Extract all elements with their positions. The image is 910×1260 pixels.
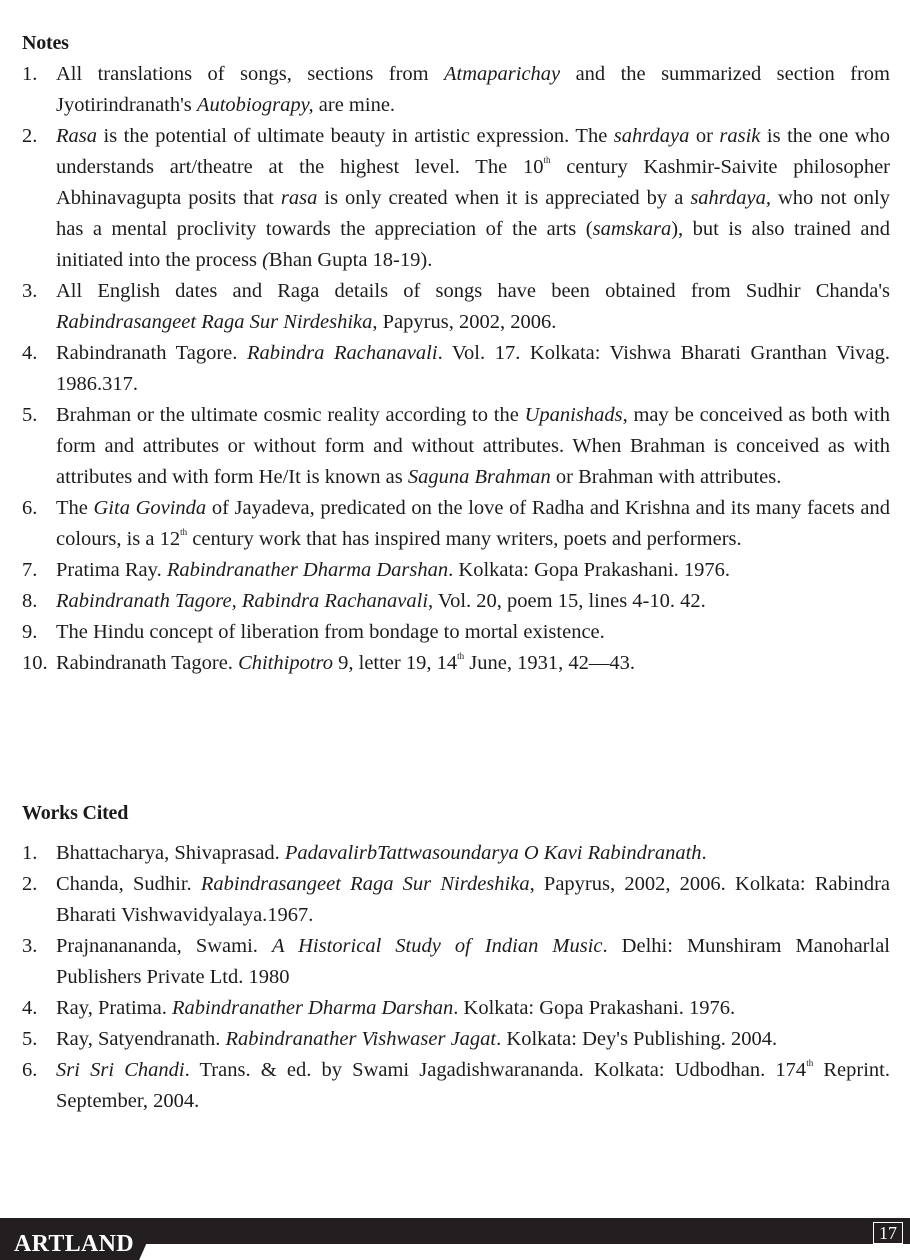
text-run: , Vol. 20, poem 15, lines 4-10. 42. <box>428 590 706 612</box>
italic-title: Chithipotro <box>238 652 333 674</box>
text-run: Brahman or the ultimate cosmic reality according to the <box>56 404 525 426</box>
text-run: . Vol. 17. Kolkata: Vishwa Bharati Granthan Vivag. 1986.317. <box>56 342 891 395</box>
note-item <box>22 648 890 679</box>
note-item <box>22 338 890 400</box>
item-number: 8. <box>22 590 38 612</box>
ordinal-superscript: th <box>457 651 465 661</box>
italic-title: Rasa <box>56 125 97 147</box>
citation-item <box>22 869 890 931</box>
item-number: 4. <box>22 997 38 1019</box>
text-run: June, 1931, 42—43. <box>464 652 635 674</box>
note-item <box>22 586 890 617</box>
italic-title: Rabindranather Vishwaser Jagat <box>225 1028 497 1050</box>
text-run: , Papyrus, 2002, 2006. Kolkata: Rabindra Bharati Vishwavidyalaya.1967. <box>56 873 890 926</box>
italic-title: A Historical Study of Indian Music <box>271 935 603 957</box>
text-run: All English dates and Raga details of songs have been obtained from Sudhir Chanda's <box>56 280 890 302</box>
note-item <box>22 555 890 586</box>
italic-title: rasa <box>280 187 318 209</box>
citation-item <box>22 993 890 1024</box>
text-run: who not only has a mental proclivity towards the appreciation of the arts ( <box>56 187 890 240</box>
text-run: . Kolkata: Dey's Publishing. 2004. <box>496 1028 778 1050</box>
item-number: 5. <box>22 404 38 426</box>
citation-item <box>22 931 890 993</box>
italic-title: Atmaparichay <box>444 63 561 85</box>
text-run: century Kashmir-Saivite philosopher Abhinavagupta posits that <box>56 156 891 209</box>
text-run: The <box>56 497 94 519</box>
text-run: 9, letter 19, 14 <box>333 652 458 674</box>
text-run: , Papyrus, 2002, 2006. <box>372 311 557 333</box>
item-number: 7. <box>22 559 38 581</box>
text-run: is the one who understands art/theatre at the highest level. The 10 <box>56 125 890 178</box>
italic-title: Rabindranather Dharma Darshan <box>166 559 449 581</box>
journal-brand-logo: ARTLAND <box>14 1231 134 1257</box>
text-run: The Hindu concept of liberation from bondage to mortal existence. <box>56 621 605 643</box>
italic-title: Saguna Brahman <box>407 466 551 488</box>
note-item <box>22 276 890 338</box>
item-number: 2. <box>22 873 38 895</box>
notes-list <box>22 59 890 679</box>
text-run: and the summarized section from Jyotirindranath's <box>56 63 890 116</box>
text-run: or <box>689 125 720 147</box>
text-run: Bhattacharya, Shivaprasad. <box>56 842 285 864</box>
text-run: century work that has inspired many writers, poets and performers. <box>187 528 742 550</box>
italic-title: sahrdaya <box>613 125 690 147</box>
italic-title: Sri Sri Chandi <box>56 1059 185 1081</box>
text-run: ), but is also trained and initiated into the process <box>56 218 890 271</box>
item-number: 1. <box>22 63 38 85</box>
works-cited-list <box>22 838 890 1117</box>
citation-item <box>22 1055 890 1117</box>
text-run: All translations of songs, sections from <box>56 63 445 85</box>
text-run: . Delhi: Munshiram Manoharlal Publishers Private Ltd. 1980 <box>56 935 890 988</box>
ordinal-superscript: th <box>543 155 551 165</box>
item-number: 5. <box>22 1028 38 1050</box>
italic-title: Autobiograpy, <box>196 94 314 116</box>
text-run: , may be conceived as both with form and attributes or without form and without attributes. When Brahman is conceived as with attributes and with form He/It is known as <box>56 404 890 488</box>
item-number: 6. <box>22 1059 38 1081</box>
item-number: 3. <box>22 935 38 957</box>
notes-heading: Notes <box>22 32 69 54</box>
item-number: 9. <box>22 621 38 643</box>
text-run: Pratima Ray. <box>56 559 167 581</box>
text-run: Reprint. September, 2004. <box>56 1059 890 1112</box>
text-run: . Kolkata: Gopa Prakashani. 1976. <box>453 997 736 1019</box>
text-run: . Trans. & ed. by Swami Jagadishwarananda. Kolkata: Udbodhan. 174 <box>184 1059 807 1081</box>
text-run: Prajnanananda, Swami. <box>56 935 272 957</box>
ordinal-superscript: th <box>180 527 188 537</box>
text-run: Ray, Pratima. <box>56 997 172 1019</box>
note-item <box>22 121 890 276</box>
italic-title: sahrdaya, <box>690 187 771 209</box>
item-number: 3. <box>22 280 38 302</box>
item-number: 10. <box>22 652 48 674</box>
page-number: 17 <box>873 1222 903 1244</box>
ordinal-superscript: th <box>806 1058 814 1068</box>
works-cited-heading: Works Cited <box>22 802 129 824</box>
italic-title: Rabindra Rachanavali <box>246 342 438 364</box>
italic-title: Gita Govinda <box>93 497 207 519</box>
italic-title: Upanishads <box>524 404 623 426</box>
note-item <box>22 59 890 121</box>
item-number: 2. <box>22 125 38 147</box>
italic-title: Rabindranather Dharma Darshan <box>171 997 454 1019</box>
text-run: . <box>701 842 707 864</box>
text-run: Ray, Satyendranath. <box>56 1028 226 1050</box>
text-run: of Jayadeva, predicated on the love of Radha and Krishna and its many facets and colours, is a 12 <box>56 497 891 550</box>
note-item <box>22 617 890 648</box>
italic-title: Rabindrasangeet Raga Sur Nirdeshika <box>56 311 373 333</box>
italic-title: PadavalirbTattwasoundarya O Kavi Rabindranath <box>284 842 702 864</box>
item-number: 1. <box>22 842 38 864</box>
text-run: are mine. <box>313 94 396 116</box>
item-number: 4. <box>22 342 38 364</box>
text-run: Rabindranath Tagore. <box>56 342 247 364</box>
italic-title: ( <box>262 249 269 271</box>
note-item <box>22 493 890 555</box>
italic-title: rasik <box>719 125 761 147</box>
text-run: Chanda, Sudhir. <box>56 873 201 895</box>
italic-title: samskara <box>592 218 672 240</box>
item-number: 6. <box>22 497 38 519</box>
italic-title: Rabindrasangeet Raga Sur Nirdeshika <box>200 873 530 895</box>
text-run: . Kolkata: Gopa Prakashani. 1976. <box>448 559 730 581</box>
text-run: Rabindranath Tagore. <box>56 652 239 674</box>
citation-item <box>22 1024 890 1055</box>
text-run: or Brahman with attributes. <box>550 466 782 488</box>
text-run: is the potential of ultimate beauty in artistic expression. The <box>97 125 614 147</box>
citation-item <box>22 838 890 869</box>
italic-title: Rabindranath Tagore, Rabindra Rachanavali <box>56 590 429 612</box>
text-run: Bhan Gupta 18-19). <box>268 249 433 271</box>
note-item <box>22 400 890 493</box>
text-run: is only created when it is appreciated by a <box>317 187 691 209</box>
